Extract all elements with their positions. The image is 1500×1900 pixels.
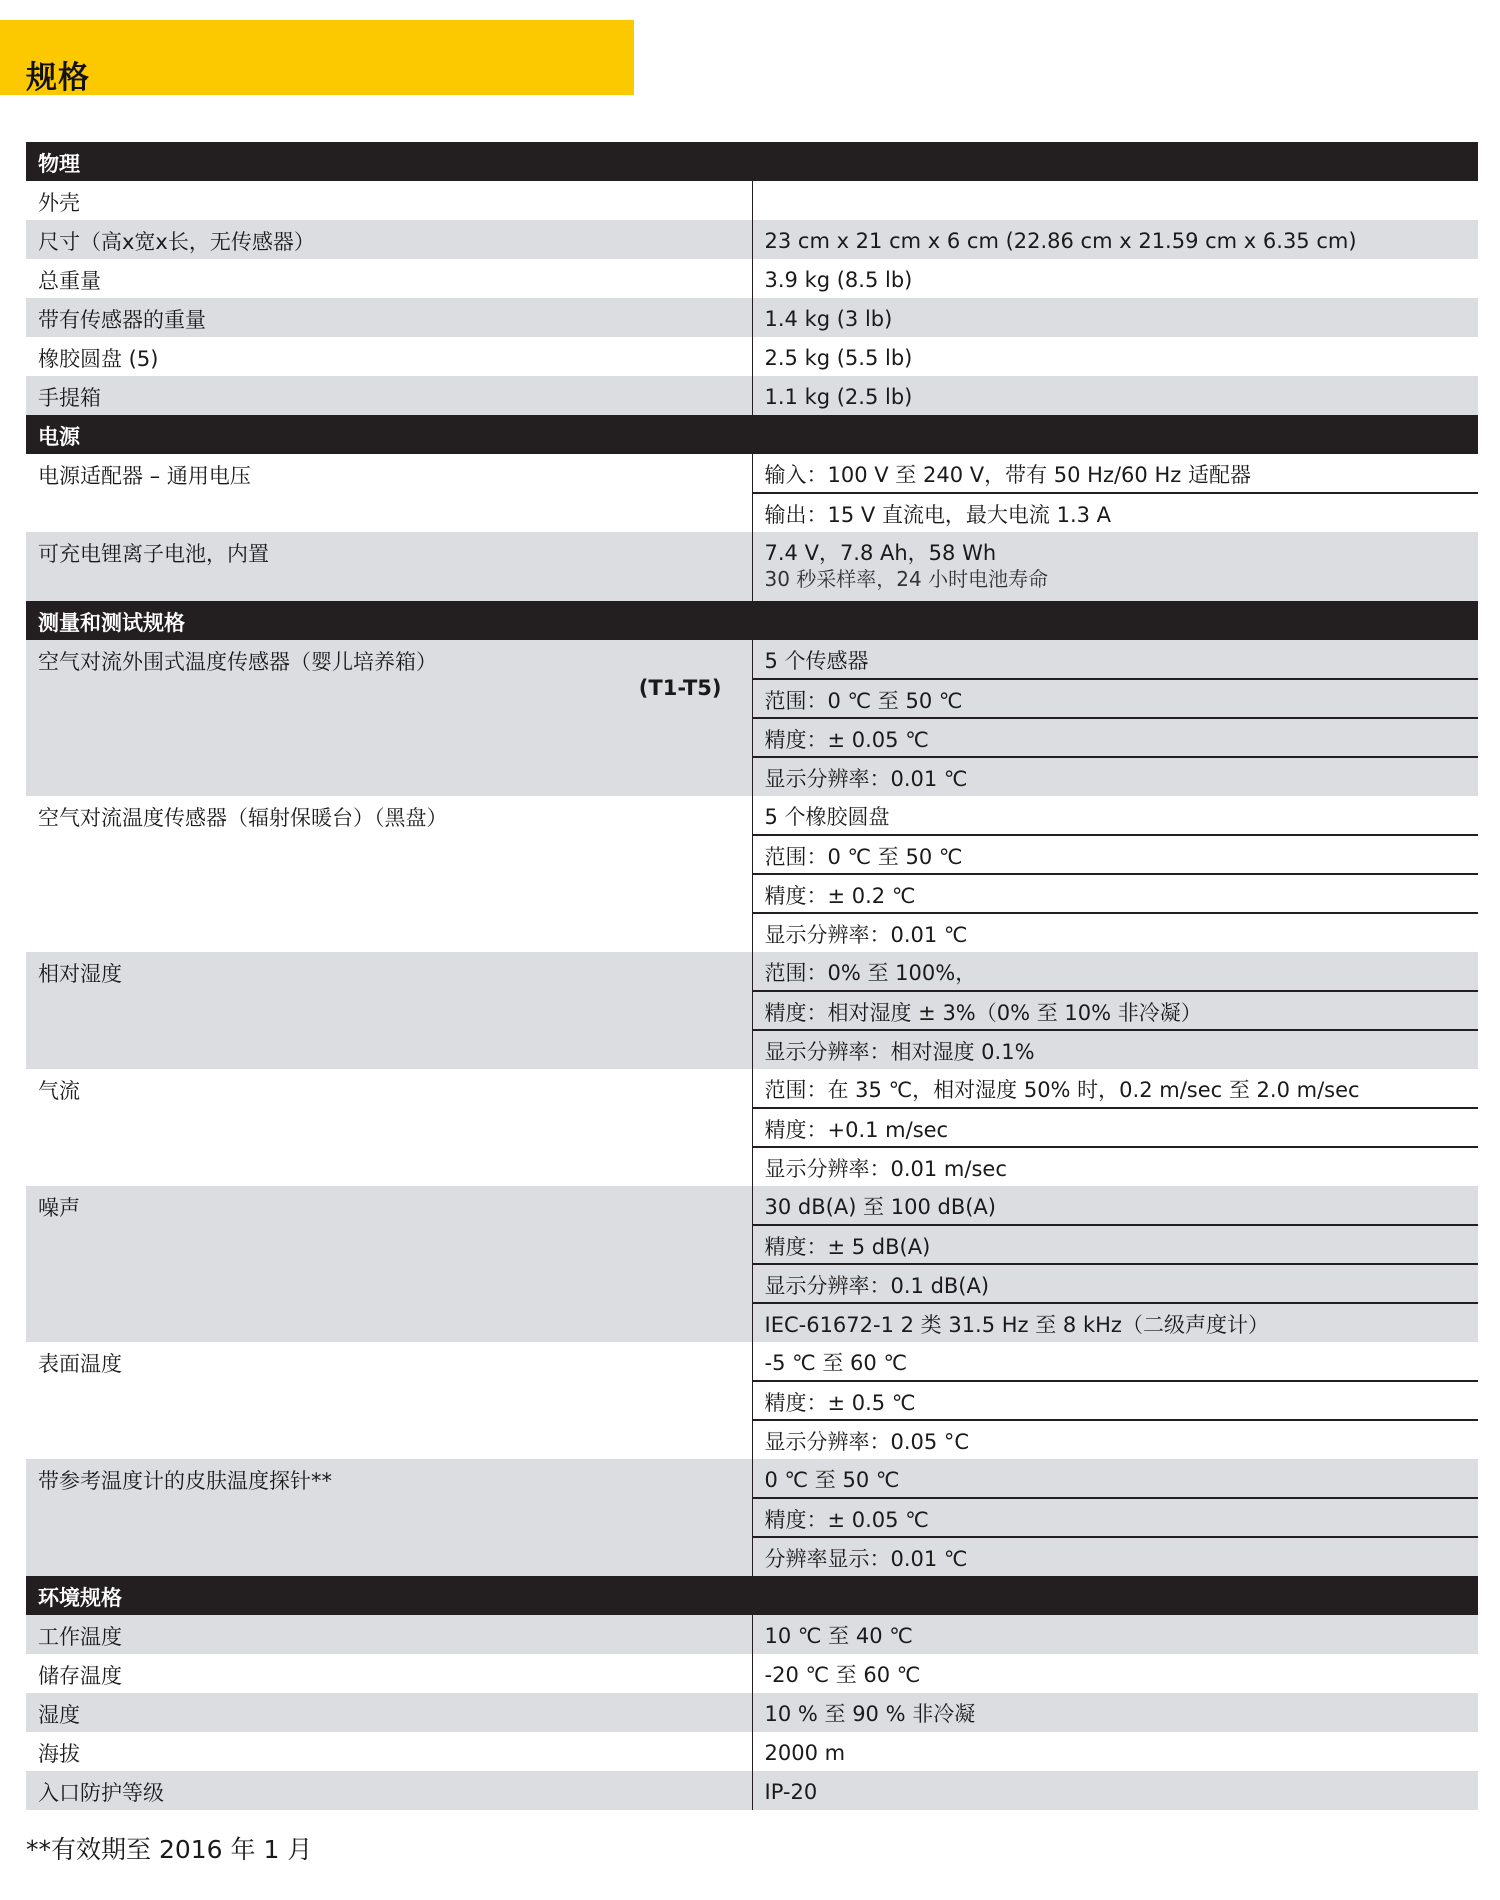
table-row: 带参考温度计的皮肤温度探针** 0 ℃ 至 50 ℃ <box>26 1459 1478 1498</box>
table-row: 手提箱 1.1 kg (2.5 lb) <box>26 376 1478 415</box>
table-row: 精度：± 0.05 ℃ <box>26 1498 1478 1537</box>
table-row: 表面温度 -5 ℃ 至 60 ℃ <box>26 1342 1478 1381</box>
table-row: 海拔 2000 m <box>26 1732 1478 1771</box>
table-row: 显示分辨率：0.1 dB(A) <box>26 1264 1478 1303</box>
table-row: 空气对流外围式温度传感器（婴儿培养箱） (T1-T5) 5 个传感器 <box>26 640 1478 679</box>
title-banner <box>0 20 634 95</box>
table-row: 显示分辨率：0.01 ℃ <box>26 913 1478 952</box>
table-row: 精度：± 5 dB(A) <box>26 1225 1478 1264</box>
section-header-physical: 物理 <box>26 142 1478 181</box>
table-row: 输出：15 V 直流电，最大电流 1.3 A <box>26 493 1478 532</box>
table-row: 分辨率显示：0.01 ℃ <box>26 1537 1478 1576</box>
table-row: 范围：0 ℃ 至 50 ℃ <box>26 835 1478 874</box>
table-row: 噪声 30 dB(A) 至 100 dB(A) <box>26 1186 1478 1225</box>
table-row: 精度：± 0.2 ℃ <box>26 874 1478 913</box>
page-title: 规格 <box>26 60 90 96</box>
table-row: 精度：+0.1 m/sec <box>26 1108 1478 1147</box>
table-row: 电源适配器 – 通用电压 输入：100 V 至 240 V，带有 50 Hz/60 Hz 适配器 <box>26 454 1478 493</box>
table-row: 显示分辨率：0.01 m/sec <box>26 1147 1478 1186</box>
section-header-measurement: 测量和测试规格 <box>26 601 1478 640</box>
battery-value: 7.4 V，7.8 Ah，58 Wh <box>764 541 997 565</box>
table-row: 气流 范围：在 35 ℃，相对湿度 50% 时，0.2 m/sec 至 2.0 m/sec <box>26 1069 1478 1108</box>
table-row: 空气对流温度传感器（辐射保暖台）（黑盘） 5 个橡胶圆盘 <box>26 796 1478 835</box>
table-row: 精度：相对湿度 ± 3%（0% 至 10% 非冷凝） <box>26 991 1478 1030</box>
incubator-sensor-id: (T1-T5) <box>638 676 722 700</box>
table-row: 可充电锂离子电池，内置 7.4 V，7.8 Ah，58 Wh 30 秒采样率，24 小时电池寿命 <box>26 532 1478 601</box>
table-row: 总重量 3.9 kg (8.5 lb) <box>26 259 1478 298</box>
table-row: IEC-61672-1 2 类 31.5 Hz 至 8 kHz（二级声度计） <box>26 1303 1478 1342</box>
table-row: 带有传感器的重量 1.4 kg (3 lb) <box>26 298 1478 337</box>
table-row: 显示分辨率：0.05 °C <box>26 1420 1478 1459</box>
table-row: 精度：± 0.5 ℃ <box>26 1381 1478 1420</box>
table-row: 尺寸（高x宽x长，无传感器） 23 cm x 21 cm x 6 cm (22.86 cm x 21.59 cm x 6.35 cm) <box>26 220 1478 259</box>
battery-note: 30 秒采样率，24 小时电池寿命 <box>764 567 1049 591</box>
spec-table <box>26 142 1478 1810</box>
table-row: 外壳 <box>26 181 1478 220</box>
table-row: 范围：0 ℃ 至 50 ℃ <box>26 679 1478 718</box>
section-header-power: 电源 <box>26 415 1478 454</box>
table-row: 显示分辨率：0.01 ℃ <box>26 757 1478 796</box>
table-row: 橡胶圆盘 (5) 2.5 kg (5.5 lb) <box>26 337 1478 376</box>
table-row: 工作温度 10 ℃ 至 40 ℃ <box>26 1615 1478 1654</box>
incubator-sensor-label: 空气对流外围式温度传感器（婴儿培养箱） <box>38 650 437 674</box>
footnote: **有效期至 2016 年 1 月 <box>26 1835 313 1864</box>
table-row: 相对湿度 范围：0% 至 100%， <box>26 952 1478 991</box>
table-row: 显示分辨率：相对湿度 0.1% <box>26 1030 1478 1069</box>
table-row: 储存温度 -20 ℃ 至 60 ℃ <box>26 1654 1478 1693</box>
section-header-environment: 环境规格 <box>26 1576 1478 1615</box>
table-row: 湿度 10 % 至 90 % 非冷凝 <box>26 1693 1478 1732</box>
table-row: 入口防护等级 IP-20 <box>26 1771 1478 1810</box>
table-row: 精度：± 0.05 ℃ <box>26 718 1478 757</box>
